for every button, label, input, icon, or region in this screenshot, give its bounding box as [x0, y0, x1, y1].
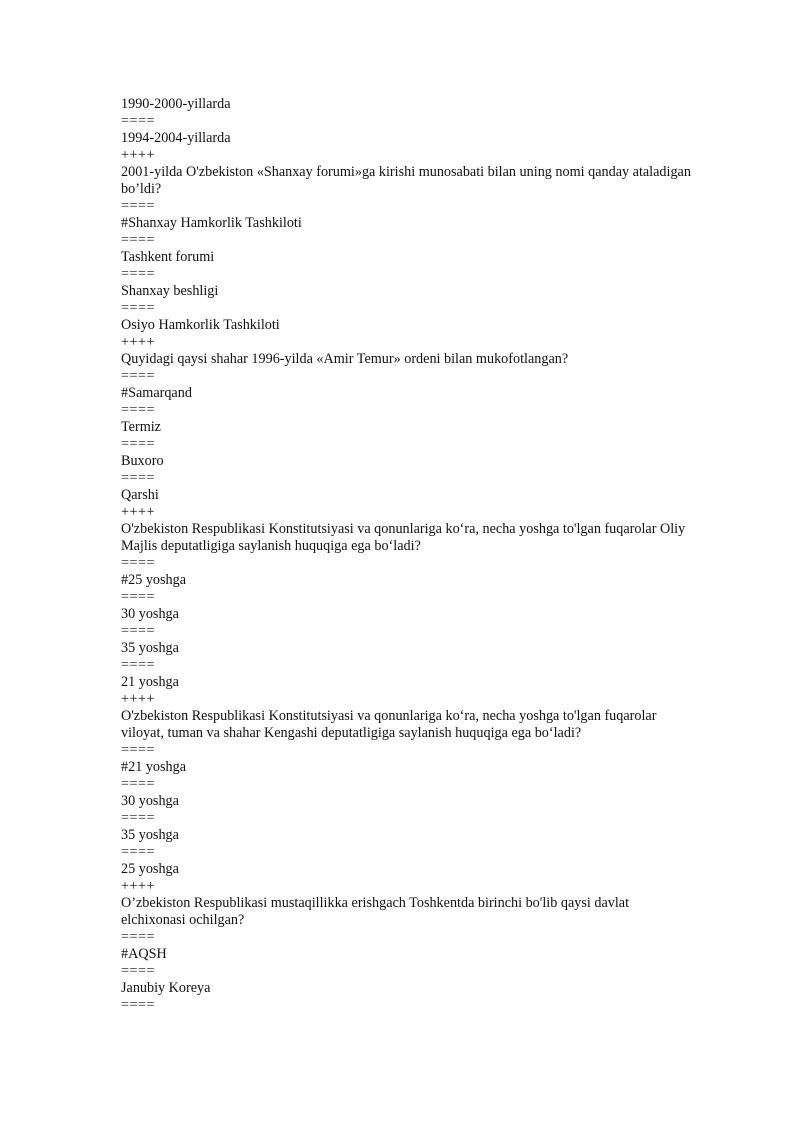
- option-separator: ====: [121, 623, 156, 639]
- answer-option: 30 yoshga: [121, 606, 179, 622]
- question-text: O’zbekiston Respublikasi mustaqillikka erishgach Toshkentda birinchi bo'lib qaysi davlat elchixonasi ochilgan?: [121, 895, 630, 928]
- question-text: Quyidagi qaysi shahar 1996-yilda «Amir Temur» ordeni bilan mukofotlangan?: [121, 351, 569, 367]
- document-page: [121, 96, 691, 1014]
- answer-option: #21 yoshga: [121, 759, 187, 775]
- option-separator: ====: [121, 368, 156, 384]
- answer-option: Osiyo Hamkorlik Tashkiloti: [121, 317, 280, 333]
- option-separator: ====: [121, 929, 156, 945]
- option-separator: ====: [121, 555, 156, 571]
- answer-option: 35 yoshga: [121, 640, 179, 656]
- answer-option: Buxoro: [121, 453, 164, 469]
- answer-option: 1994-2004-yillarda: [121, 130, 231, 146]
- option-separator: ====: [121, 742, 156, 758]
- answer-option: Tashkent forumi: [121, 249, 215, 265]
- option-separator: ====: [121, 657, 156, 673]
- answer-option: 30 yoshga: [121, 793, 179, 809]
- question-separator: ++++: [121, 334, 156, 350]
- option-separator: ====: [121, 113, 156, 129]
- option-separator: ====: [121, 402, 156, 418]
- option-separator: ====: [121, 436, 156, 452]
- answer-option: 35 yoshga: [121, 827, 179, 843]
- option-separator: ====: [121, 810, 156, 826]
- question-separator: ++++: [121, 878, 156, 894]
- document-content: [121, 96, 691, 1014]
- answer-option: Termiz: [121, 419, 161, 435]
- answer-option: #AQSH: [121, 946, 167, 962]
- answer-option: Qarshi: [121, 487, 159, 503]
- option-separator: ====: [121, 776, 156, 792]
- answer-option: 21 yoshga: [121, 674, 179, 690]
- answer-option: #Shanxay Hamkorlik Tashkiloti: [121, 215, 302, 231]
- answer-option: Janubiy Koreya: [121, 980, 211, 996]
- option-separator: ====: [121, 232, 156, 248]
- question-text: O'zbekiston Respublikasi Konstitutsiyasi va qonunlariga ko‘ra, necha yoshga to'lgan fuqarolar viloyat, tuman va shahar Kengashi deputatligiga saylanish huquqiga ega bo‘ladi?: [121, 708, 657, 741]
- question-separator: ++++: [121, 147, 156, 163]
- answer-option: Shanxay beshligi: [121, 283, 219, 299]
- question-separator: ++++: [121, 504, 156, 520]
- option-separator: ====: [121, 997, 156, 1013]
- option-separator: ====: [121, 963, 156, 979]
- answer-option: #25 yoshga: [121, 572, 187, 588]
- answer-option: 1990-2000-yillarda: [121, 96, 231, 112]
- option-separator: ====: [121, 470, 156, 486]
- question-text: O'zbekiston Respublikasi Konstitutsiyasi va qonunlariga ko‘ra, necha yoshga to'lgan fuqarolar Oliy Majlis deputatligiga saylanish huquqiga ega bo‘ladi?: [121, 521, 686, 554]
- option-separator: ====: [121, 589, 156, 605]
- option-separator: ====: [121, 198, 156, 214]
- option-separator: ====: [121, 300, 156, 316]
- answer-option: 25 yoshga: [121, 861, 179, 877]
- question-separator: ++++: [121, 691, 156, 707]
- answer-option: #Samarqand: [121, 385, 192, 401]
- option-separator: ====: [121, 266, 156, 282]
- option-separator: ====: [121, 844, 156, 860]
- question-text: 2001-yilda O'zbekiston «Shanxay forumi»ga kirishi munosabati bilan uning nomi qanday ataladigan bo’ldi?: [121, 164, 691, 197]
